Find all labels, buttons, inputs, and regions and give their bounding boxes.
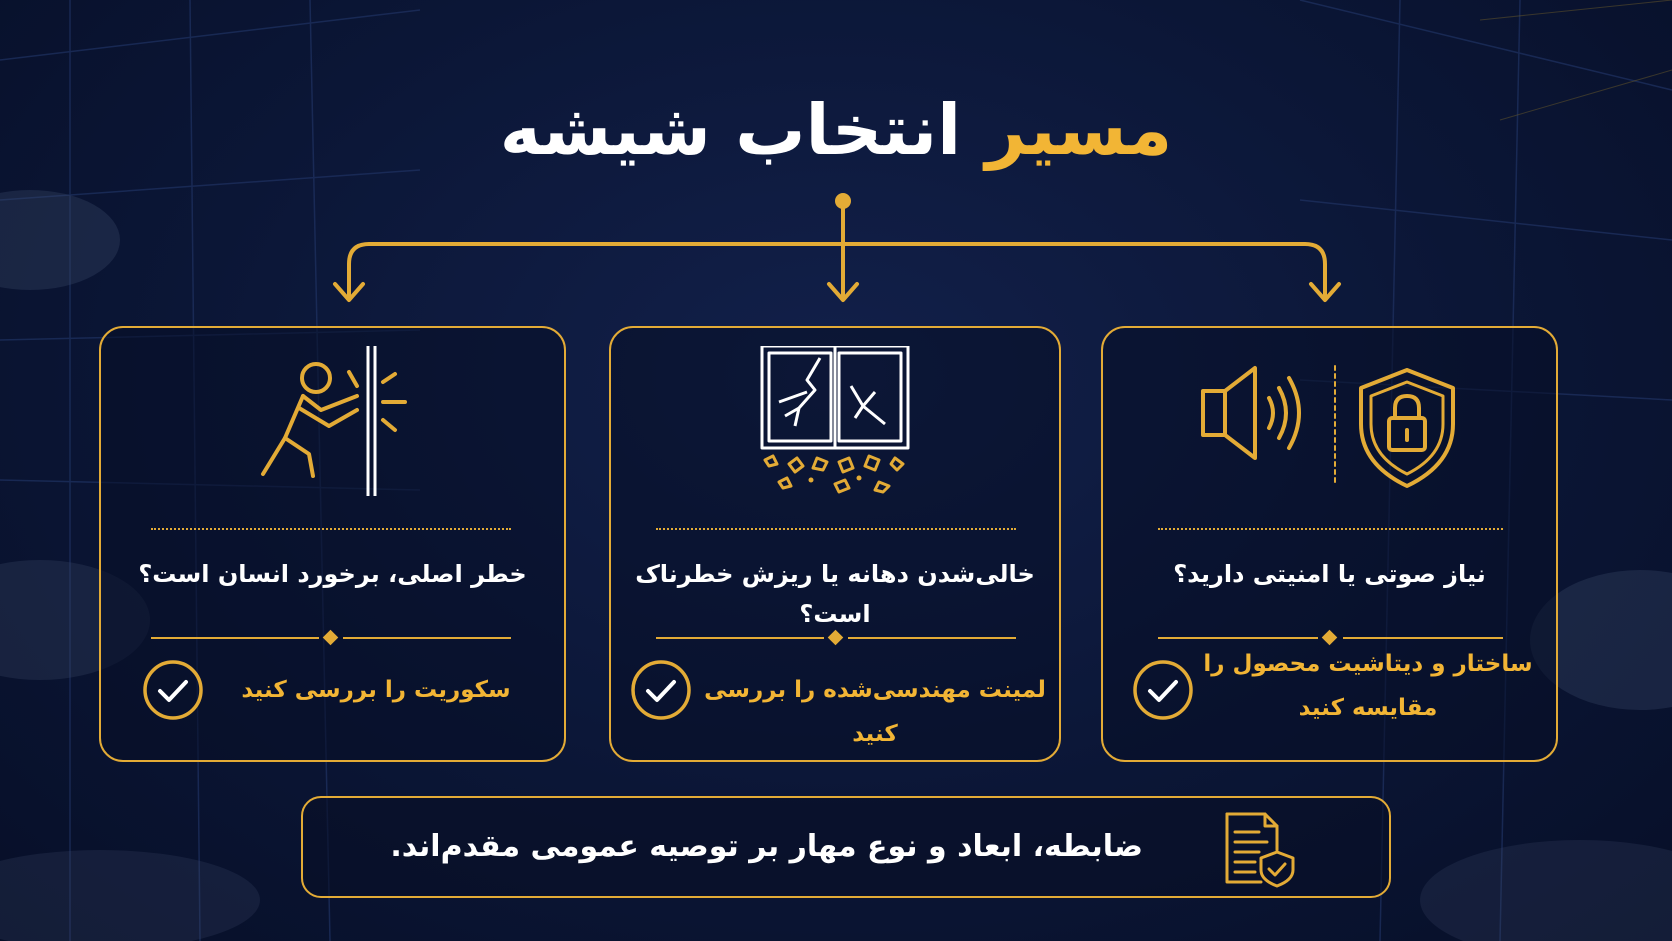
title-accent: مسیر <box>985 89 1173 171</box>
card-question: خالی‌شدن دهانه یا ریزش خطرناک است؟ <box>635 560 1035 628</box>
dotted-separator <box>151 528 511 530</box>
divider <box>151 628 511 648</box>
card-answer-line-1: ساختار و دیتاشیت محصول را <box>1203 651 1533 677</box>
card-answer: لمینت مهندسی‌شده را بررسی کنید <box>704 677 1046 747</box>
check-icon <box>141 658 205 722</box>
dotted-separator <box>656 528 1016 530</box>
person-impact-icon <box>101 346 564 496</box>
dotted-separator <box>1158 528 1503 530</box>
page-title <box>0 80 1672 180</box>
title-rest: انتخاب شیشه <box>499 89 962 171</box>
check-icon <box>1131 658 1195 722</box>
card-human-impact <box>99 326 566 762</box>
check-icon <box>629 658 693 722</box>
card-answer-line-2: مقایسه کنید <box>1298 695 1438 721</box>
card-sound-security <box>1101 326 1558 762</box>
card-falling-glass <box>609 326 1061 762</box>
document-shield-icon <box>1219 808 1299 888</box>
card-question: نیاز صوتی یا امنیتی دارید؟ <box>1173 560 1486 588</box>
sound-and-security-icon <box>1103 346 1556 496</box>
footer-note <box>301 796 1391 898</box>
card-question: خطر اصلی، برخورد انسان است؟ <box>138 560 527 588</box>
divider <box>656 628 1016 648</box>
card-answer <box>1203 642 1533 730</box>
footer-text: ضابطه، ابعاد و نوع مهار بر توصیه عمومی مقدم‌اند. <box>390 829 1143 864</box>
card-answer: سکوریت را بررسی کنید <box>241 677 511 703</box>
broken-window-icon <box>611 346 1059 496</box>
